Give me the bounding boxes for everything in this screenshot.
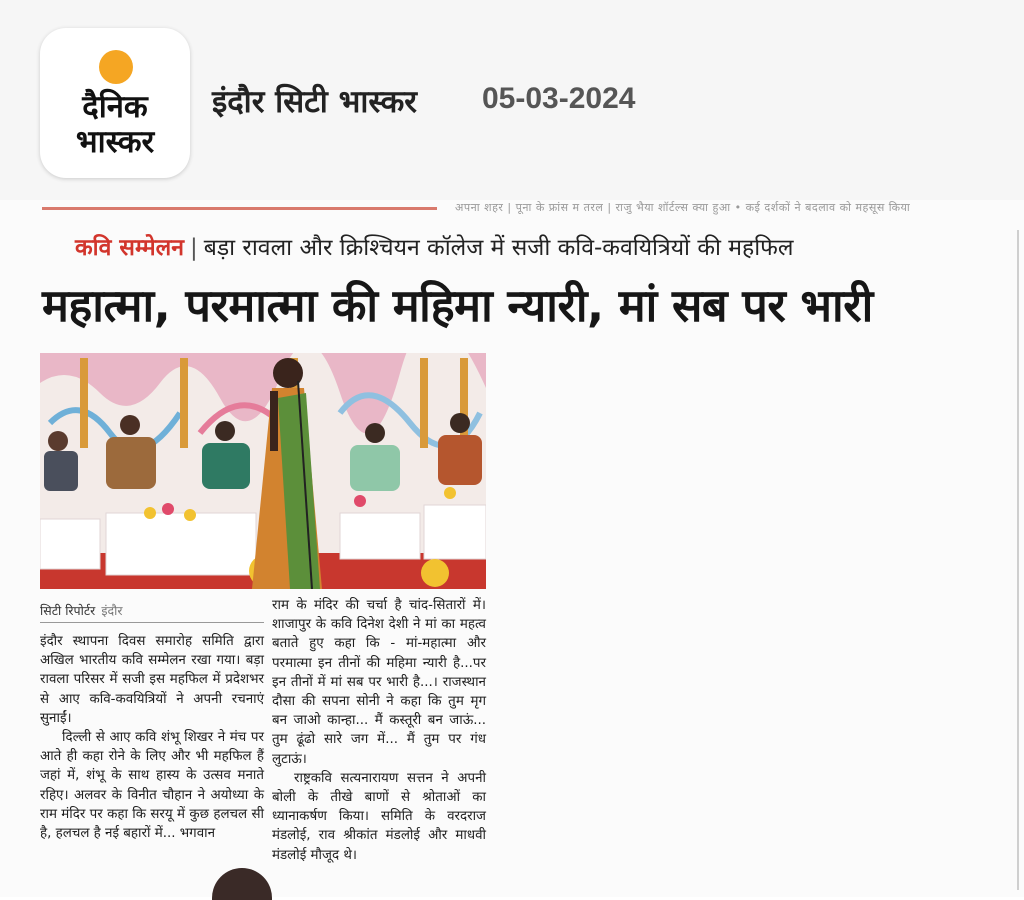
byline-rule [40,622,264,623]
page-edge [1017,230,1019,890]
paragraph: इंदौर स्थापना दिवस समारोह समिति द्वारा अखिल भारतीय कवि सम्मेलन रखा गया। बड़ा रावला परिसर में सजी इस महफिल में प्रदेशभर से आए कवि-कवयित्रियों ने अपनी रचनाएं सुनाईं। [40,634,264,726]
newspaper-clipping [0,200,1024,897]
cut-off-text: अपना शहर | पूना के फ्रांस म तरल | राजु भैया शॉर्टल्स क्या हुआ • कई दर्शकों ने बदलाव को महसूस किया [455,201,911,214]
kicker-separator: | [189,235,198,261]
byline-reporter: सिटी रिपोर्टर [40,603,96,618]
cropped-portrait [212,868,272,900]
event-photo [40,353,486,589]
edition-date: 05-03-2024 [482,82,636,115]
stage-photo-illustration [40,353,486,589]
logo-text-line2: भास्कर [75,124,155,160]
top-rule [42,207,437,210]
article-kicker [75,230,794,262]
logo-text-line1: दैनिक [82,89,148,125]
byline [40,602,122,619]
article-column-2 [272,596,486,865]
dainik-bhaskar-logo[interactable] [40,28,190,178]
byline-location: इंदौर [101,603,123,618]
edition-title: इंदौर सिटी भास्कर [212,84,417,120]
sun-icon [99,50,133,84]
app-header [0,0,1024,200]
article-headline: महात्मा, परमात्मा की महिमा न्यारी, मां सब पर भारी [42,279,873,332]
paragraph: राम के मंदिर की चर्चा है चांद-सितारों में। शाजापुर के कवि दिनेश देशी ने मां का महत्व बताते हुए कहा कि - मां-महात्मा और परमात्मा इन तीनों की महिमा न्यारी है...पर इन तीनों में मां सब पर भारी है...। राजस्थान दौसा की सपना सोनी ने कहा कि तुम मृग बन जाओ कान्हा... मैं कस्तूरी बन जाऊं... तुम ढूंढो सारे जग में... मैं तुम पर गंध लुटाऊं। [272,598,486,767]
article-column-1 [40,632,264,843]
kicker-label: कवि सम्मेलन [75,235,184,261]
paragraph: दिल्ली से आए कवि शंभू शिखर ने मंच पर आते ही कहा रोने के लिए और भी महफिल हैं जहां में, शंभू के साथ हास्य के उत्सव मनाते रहिए। अलवर के विनीत चौहान ने अयोध्या के राम मंदिर पर कहा कि सरयू में कुछ हलचल सी है, हलचल है नई बहारों में... भगवान [40,730,264,842]
paragraph: राष्ट्रकवि सत्यनारायण सत्तन ने अपनी बोली के तीखे बाणों से श्रोताओं का ध्यानाकर्षण किया। समिति के वरदराज मंडलोई, राव श्रीकांत मंडलोई और माधवी मंडलोई मौजूद थे। [272,770,486,863]
kicker-text: बड़ा रावला और क्रिश्चियन कॉलेज में सजी कवि-कवयित्रियों की महफिल [203,235,794,261]
